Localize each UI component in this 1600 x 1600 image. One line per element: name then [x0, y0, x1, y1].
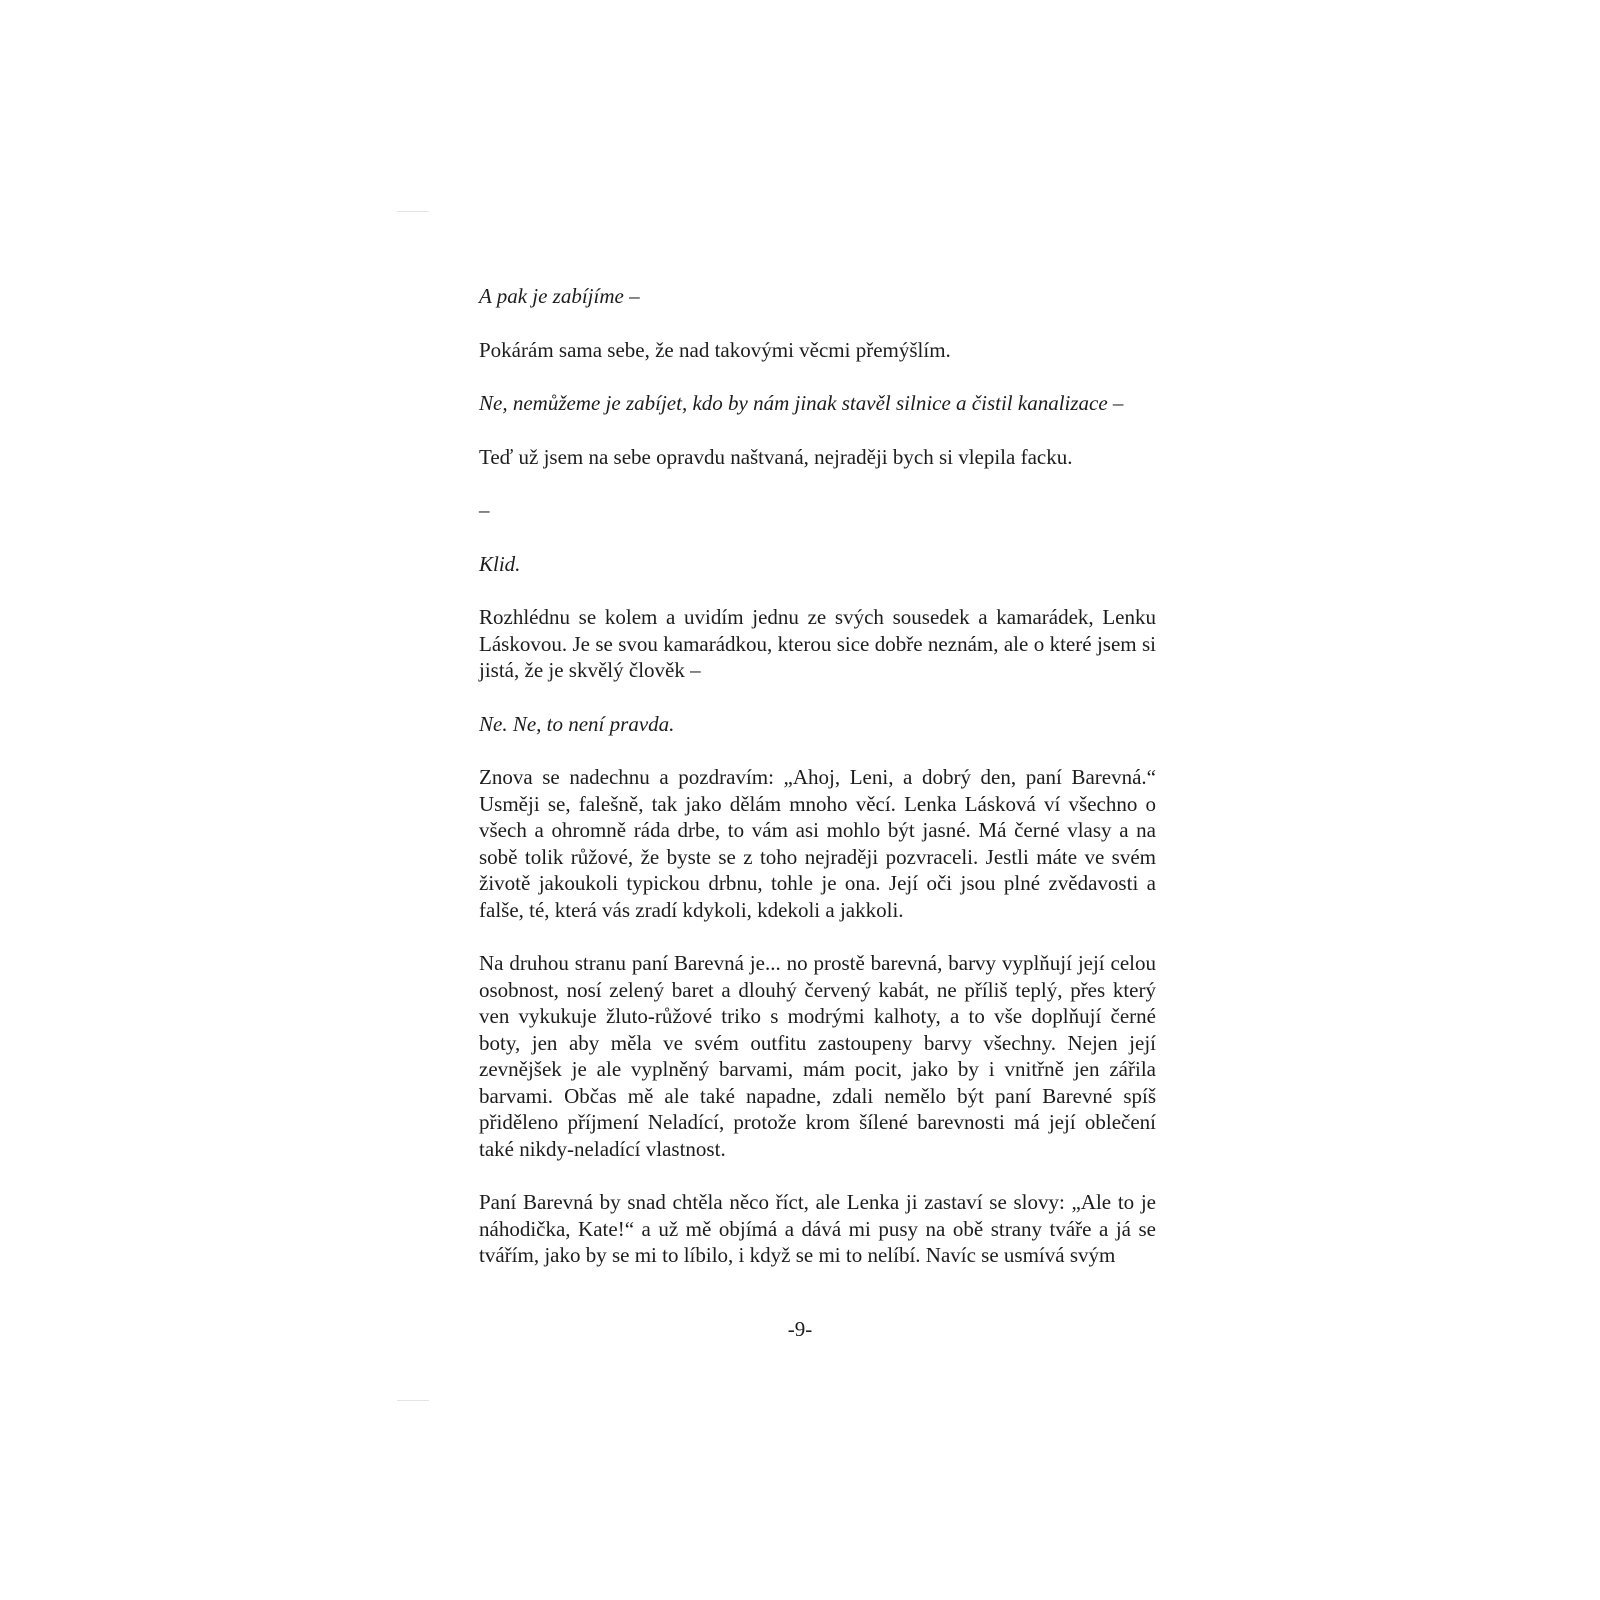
paragraph: Teď už jsem na sebe opravdu naštvaná, nejraději bych si vlepila facku. [479, 444, 1073, 469]
paragraph: Klid. [479, 551, 521, 576]
paragraph: Rozhlédnu se kolem a uvidím jednu ze svých sousedek a kamarádek, Lenku Láskovou. Je se svou kamarádkou, kterou sice dobře neznám, ale o které jsem si jistá, že je skvělý člověk – [479, 605, 1156, 682]
body-text [479, 283, 1156, 1296]
paragraph: Znova se nadechnu a pozdravím: „Ahoj, Leni, a dobrý den, paní Barevná.“ Usměji se, falešně, tak jako dělám mnoho věcí. Lenka Lásková ví všechno o všech a ohromně ráda drbe, to vám asi mohlo být jasné. Má černé vlasy a na sobě tolik růžové, že byste se z toho nejraději pozvraceli. Jestli máte ve svém životě jakoukoli typickou drbnu, tohle je ona. Její oči jsou plné zvědavosti a falše, té, která vás zradí kdykoli, kdekoli a jakkoli. [479, 765, 1156, 922]
paragraph: Na druhou stranu paní Barevná je... no prostě barevná, barvy vyplňují její celou osobnost, nosí zelený baret a dlouhý červený kabát, ne příliš teplý, přes který ven vykukuje žluto-růžové triko s modrými kalhoty, a to vše doplňují černé boty, jen aby měla ve svém outfitu zastoupeny barvy všechny. Nejen její zevnějšek je ale vyplněný barvami, mám pocit, jako by i vnitřně jen zářila barvami. Občas mě ale také napadne, zdali nemělo být paní Barevné spíš přiděleno příjmení Neladící, protože krom šílené barevnosti má její oblečení také nikdy-neladící vlastnost. [479, 951, 1156, 1161]
paragraph: Ne, nemůžeme je zabíjet, kdo by nám jinak stavěl silnice a čistil kanalizace – [479, 391, 1124, 415]
crop-mark-bottom [397, 1400, 429, 1401]
paragraph: A pak je zabíjíme – [479, 284, 640, 308]
paragraph: Pokárám sama sebe, že nad takovými věcmi přemýšlím. [479, 337, 951, 362]
page-number: -9- [787, 1317, 813, 1341]
paragraph: Ne. Ne, to není pravda. [479, 711, 675, 736]
paragraph: Paní Barevná by snad chtěla něco říct, ale Lenka ji zastaví se slovy: „Ale to je náhodička, Kate!“ a už mě objímá a dává mi pusy na obě strany tváře a já se tvářím, jako by se mi to líbilo, i když se mi to nelíbí. Navíc se usmívá svým [479, 1190, 1156, 1267]
paragraph-dash: – [479, 498, 490, 522]
crop-mark-top [397, 211, 429, 212]
